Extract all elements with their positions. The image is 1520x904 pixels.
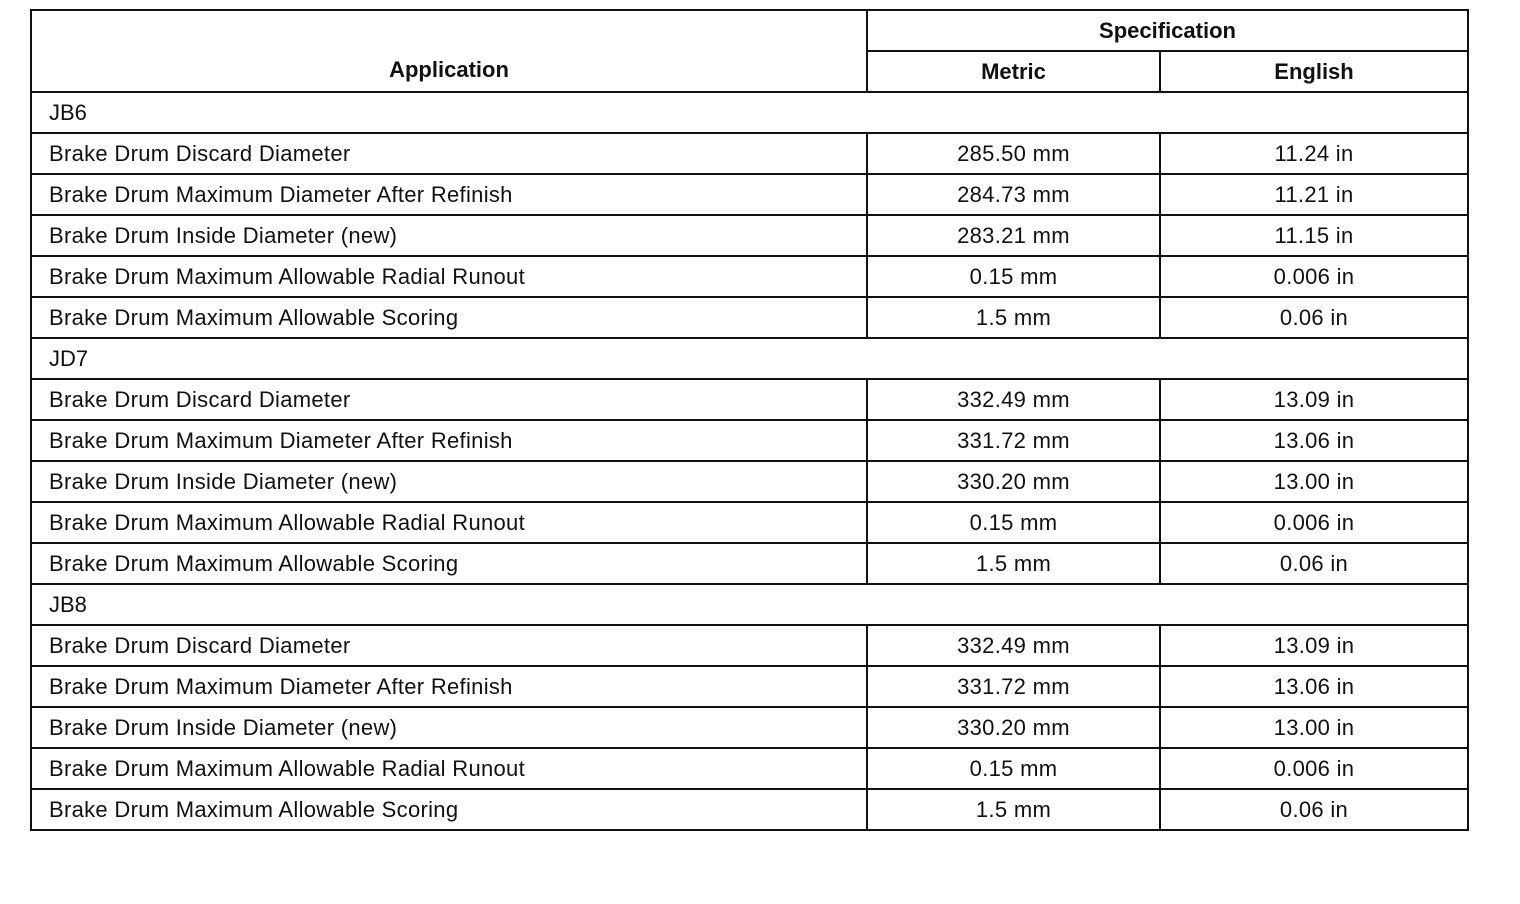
application-cell: Brake Drum Maximum Diameter After Refinish (31, 174, 867, 215)
metric-cell: 1.5 mm (867, 297, 1160, 338)
english-cell: 11.21 in (1160, 174, 1468, 215)
table-row (31, 420, 1468, 461)
application-cell: Brake Drum Inside Diameter (new) (31, 461, 867, 502)
group-label: JD7 (31, 338, 1468, 379)
english-cell: 13.06 in (1160, 420, 1468, 461)
metric-cell: 283.21 mm (867, 215, 1160, 256)
english-cell: 13.09 in (1160, 379, 1468, 420)
metric-cell: 0.15 mm (867, 256, 1160, 297)
table-header (31, 10, 1468, 92)
application-cell: Brake Drum Maximum Allowable Scoring (31, 297, 867, 338)
english-cell: 0.06 in (1160, 543, 1468, 584)
group-row (31, 92, 1468, 133)
metric-cell: 285.50 mm (867, 133, 1160, 174)
english-cell: 11.15 in (1160, 215, 1468, 256)
metric-cell: 332.49 mm (867, 379, 1160, 420)
metric-cell: 330.20 mm (867, 707, 1160, 748)
application-cell: Brake Drum Maximum Allowable Radial Runout (31, 502, 867, 543)
table-row (31, 215, 1468, 256)
table-row (31, 748, 1468, 789)
table-row (31, 502, 1468, 543)
table-row (31, 789, 1468, 830)
table-row (31, 297, 1468, 338)
english-cell: 0.006 in (1160, 256, 1468, 297)
application-cell: Brake Drum Maximum Allowable Radial Runout (31, 256, 867, 297)
metric-cell: 1.5 mm (867, 789, 1160, 830)
english-cell: 13.00 in (1160, 707, 1468, 748)
application-cell: Brake Drum Maximum Diameter After Refinish (31, 420, 867, 461)
table-row (31, 379, 1468, 420)
english-cell: 0.06 in (1160, 789, 1468, 830)
table-row (31, 666, 1468, 707)
group-label: JB8 (31, 584, 1468, 625)
english-column-header: English (1160, 51, 1468, 92)
metric-column-header: Metric (867, 51, 1160, 92)
english-cell: 0.06 in (1160, 297, 1468, 338)
brake-drum-spec-table (30, 9, 1469, 831)
english-cell: 13.06 in (1160, 666, 1468, 707)
group-row (31, 338, 1468, 379)
group-label: JB6 (31, 92, 1468, 133)
english-cell: 13.00 in (1160, 461, 1468, 502)
table-row (31, 625, 1468, 666)
table-row (31, 174, 1468, 215)
metric-cell: 284.73 mm (867, 174, 1160, 215)
table-row (31, 543, 1468, 584)
application-column-header: Application (31, 10, 867, 92)
group-row (31, 584, 1468, 625)
metric-cell: 1.5 mm (867, 543, 1160, 584)
table-body (31, 92, 1468, 830)
english-cell: 0.006 in (1160, 502, 1468, 543)
application-cell: Brake Drum Discard Diameter (31, 379, 867, 420)
table-row (31, 461, 1468, 502)
metric-cell: 330.20 mm (867, 461, 1160, 502)
table-row (31, 133, 1468, 174)
application-cell: Brake Drum Discard Diameter (31, 133, 867, 174)
application-cell: Brake Drum Maximum Allowable Scoring (31, 543, 867, 584)
metric-cell: 331.72 mm (867, 420, 1160, 461)
application-cell: Brake Drum Inside Diameter (new) (31, 215, 867, 256)
specification-column-header: Specification (867, 10, 1468, 51)
application-cell: Brake Drum Maximum Allowable Radial Runout (31, 748, 867, 789)
metric-cell: 0.15 mm (867, 748, 1160, 789)
english-cell: 11.24 in (1160, 133, 1468, 174)
english-cell: 0.006 in (1160, 748, 1468, 789)
header-row-top (31, 10, 1468, 51)
application-cell: Brake Drum Maximum Allowable Scoring (31, 789, 867, 830)
table-row (31, 707, 1468, 748)
application-cell: Brake Drum Discard Diameter (31, 625, 867, 666)
application-cell: Brake Drum Maximum Diameter After Refinish (31, 666, 867, 707)
metric-cell: 331.72 mm (867, 666, 1160, 707)
application-cell: Brake Drum Inside Diameter (new) (31, 707, 867, 748)
metric-cell: 332.49 mm (867, 625, 1160, 666)
table-row (31, 256, 1468, 297)
metric-cell: 0.15 mm (867, 502, 1160, 543)
english-cell: 13.09 in (1160, 625, 1468, 666)
